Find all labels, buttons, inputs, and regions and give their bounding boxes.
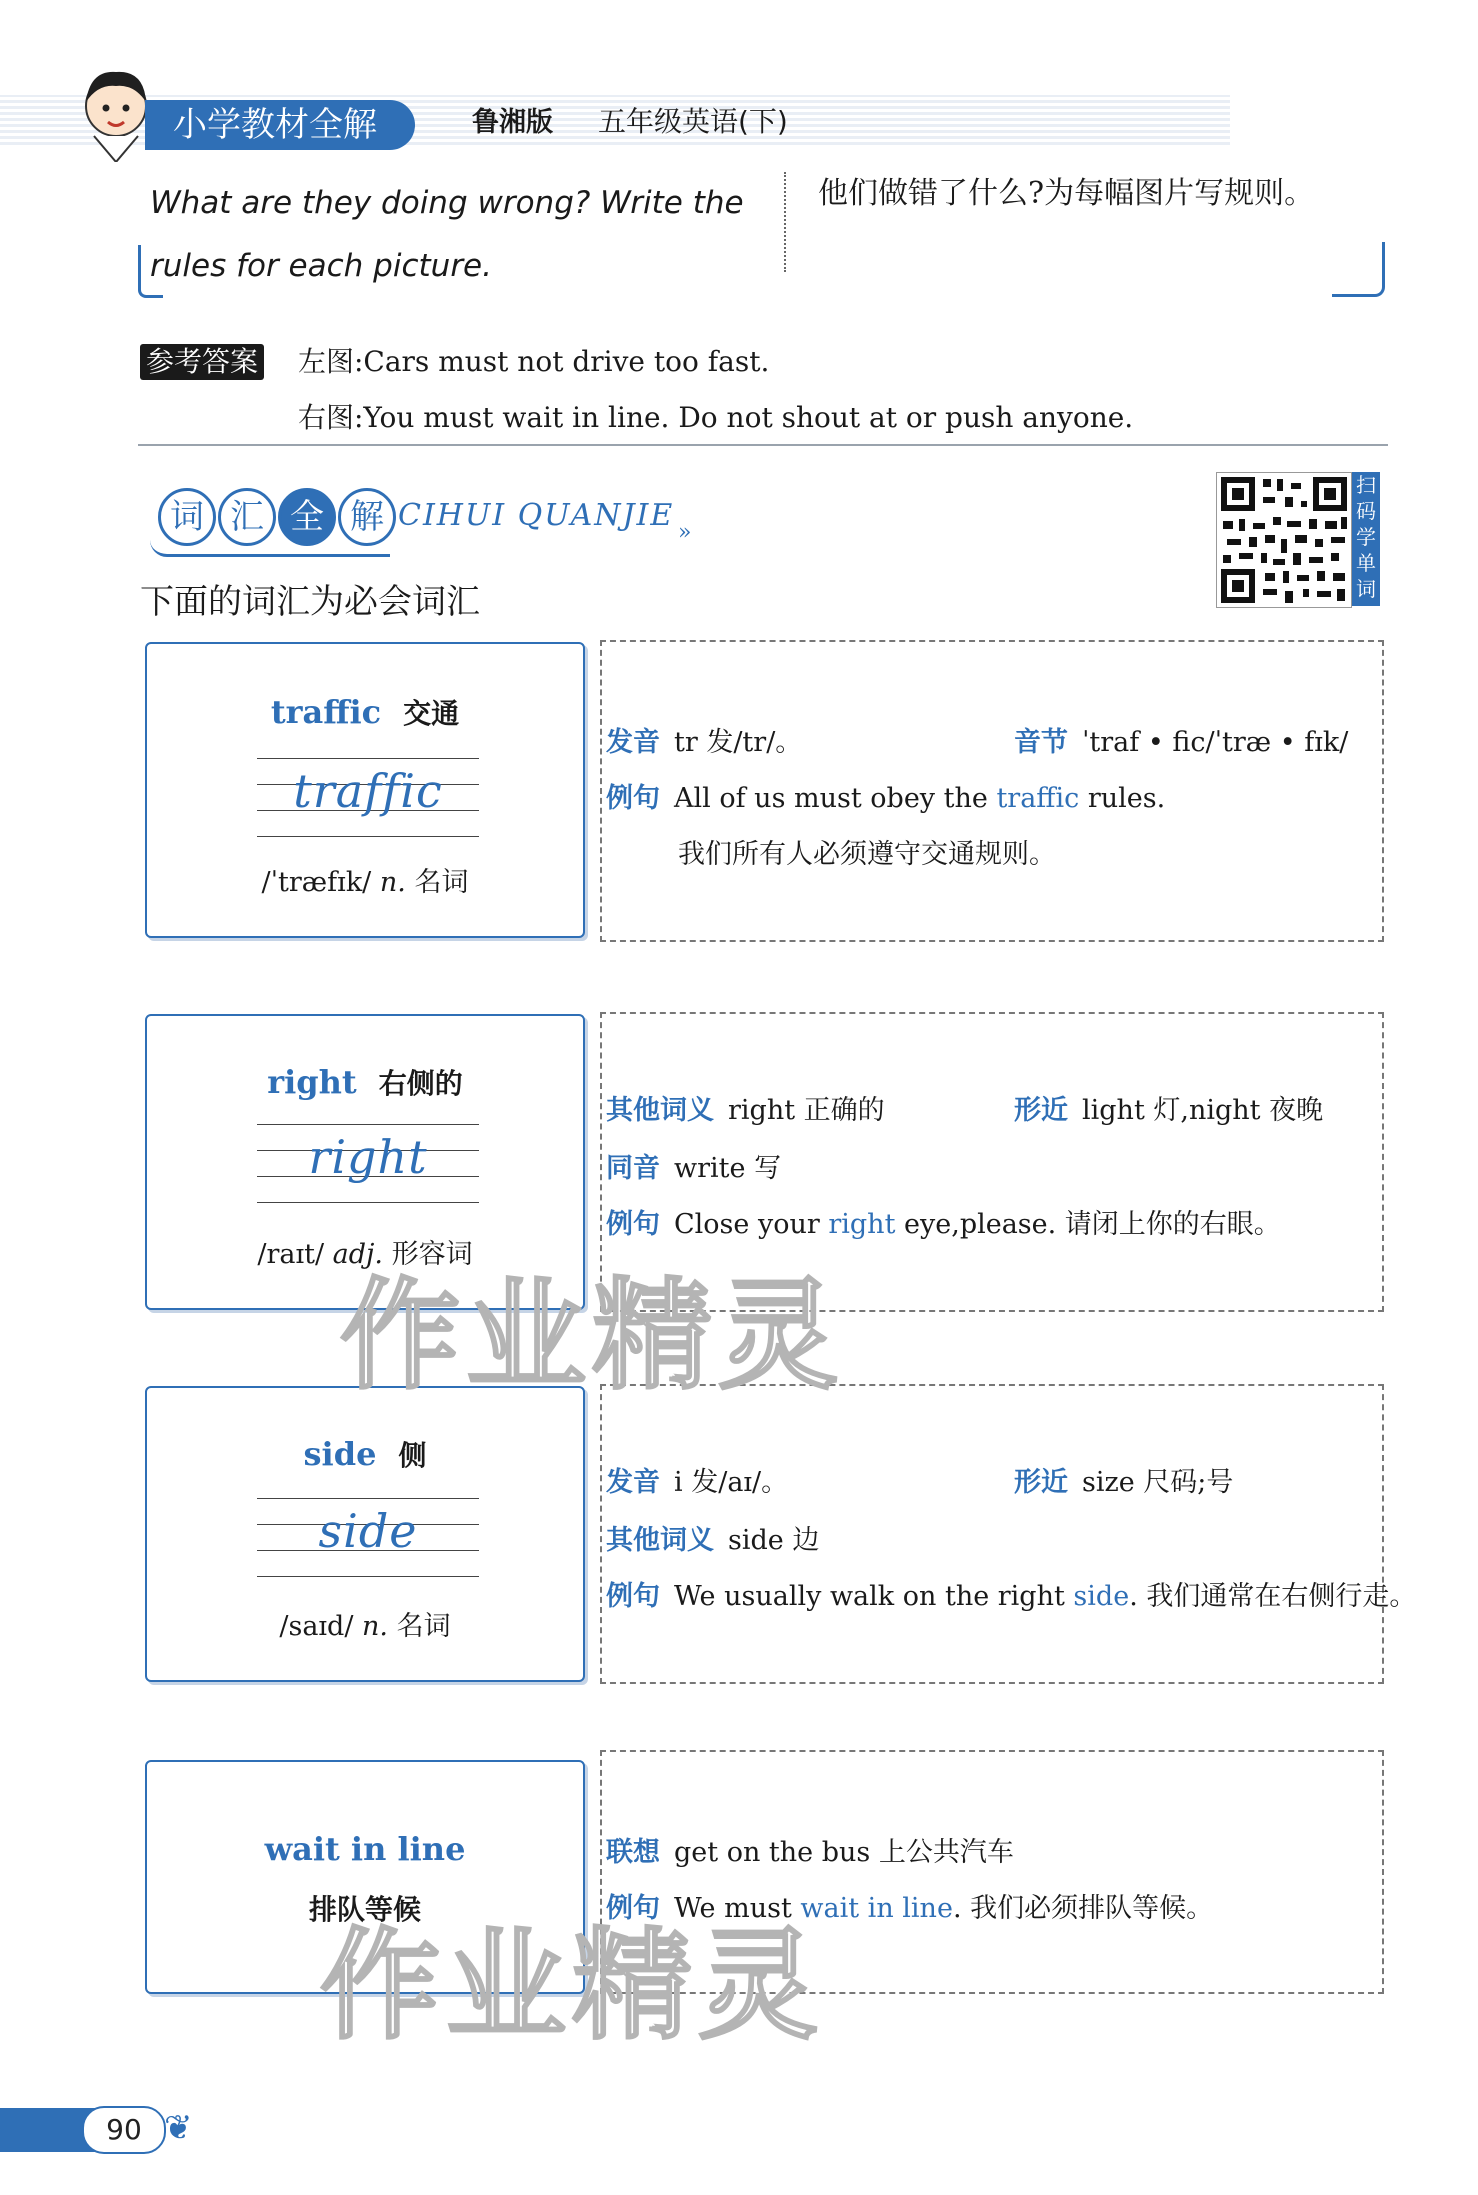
word-card-side — [145, 1386, 585, 1682]
detail-text: ˈtraf • fic/ˈtræ • fɪk/ — [1082, 727, 1349, 758]
detail-line — [606, 1518, 819, 1557]
detail-line — [1014, 720, 1348, 759]
section-swoosh — [150, 540, 390, 557]
handwriting-word: side — [318, 1504, 418, 1558]
word-card-traffic — [145, 642, 585, 938]
example-highlight: traffic — [996, 783, 1080, 814]
detail-box-side — [600, 1384, 1417, 1684]
example-text: . 我们通常在右侧行走。 — [1129, 1581, 1417, 1612]
leaf-icon: ❦ — [164, 2108, 193, 2148]
bracket-right — [1332, 242, 1385, 297]
section-char: 解 — [338, 488, 396, 546]
detail-label: 其他词义 — [606, 1095, 714, 1126]
detail-label: 音节 — [1014, 727, 1068, 758]
example-text: rules. — [1079, 783, 1166, 814]
handwriting-word: right — [308, 1130, 428, 1184]
phonetic-text: /ˈtræfɪk/ — [261, 867, 372, 898]
detail-line — [606, 1202, 1281, 1241]
example-highlight: side — [1073, 1581, 1130, 1612]
detail-line — [1014, 1460, 1233, 1499]
phonetic — [147, 1604, 583, 1643]
detail-label: 例句 — [606, 1893, 660, 1924]
example-text: We must — [674, 1893, 801, 1924]
detail-text: light 灯,night 夜晚 — [1082, 1095, 1324, 1126]
detail-line — [606, 1830, 1014, 1869]
phonetic — [147, 860, 583, 899]
answer-badge: 参考答案 — [140, 344, 264, 380]
section-char: 汇 — [218, 488, 276, 546]
part-of-speech-zh: 形容词 — [391, 1239, 473, 1270]
phonetic-text: /saɪd/ — [279, 1611, 354, 1642]
word-zh: 排队等候 — [308, 1893, 421, 1926]
qr-code[interactable] — [1216, 472, 1352, 608]
word-zh: 右侧的 — [378, 1067, 463, 1100]
detail-label: 例句 — [606, 1209, 660, 1240]
word-zh: 侧 — [398, 1439, 427, 1472]
bracket-left — [138, 245, 163, 298]
example-highlight: wait in line — [800, 1893, 953, 1924]
page-number: 90 — [82, 2106, 166, 2154]
word-en: side — [303, 1435, 377, 1473]
detail-line — [606, 720, 802, 759]
example-text: Close your — [674, 1209, 829, 1240]
answer-line-left: 左图:Cars must not drive too fast. — [298, 345, 770, 378]
detail-line — [606, 1146, 781, 1185]
detail-label: 形近 — [1014, 1467, 1068, 1498]
detail-text: right 正确的 — [728, 1095, 885, 1126]
word-en: wait in line — [264, 1830, 466, 1868]
handwriting-word: traffic — [293, 764, 443, 818]
part-of-speech: n. — [362, 1611, 389, 1642]
detail-box-traffic — [600, 640, 1384, 942]
copybook-lines — [257, 1124, 479, 1204]
detail-text: side 边 — [728, 1525, 820, 1556]
watermark: 作业精灵 — [340, 1267, 844, 1406]
detail-line — [606, 776, 1165, 815]
example-text: . 我们必须排队等候。 — [952, 1893, 1214, 1924]
detail-line — [1014, 1088, 1323, 1127]
subject-label: 五年级英语(下) — [598, 105, 788, 138]
detail-label: 例句 — [606, 783, 660, 814]
copybook-lines — [257, 1498, 479, 1578]
instruction-en: What are they doing wrong? Write the rules for each picture. — [150, 185, 744, 284]
detail-label: 其他词义 — [606, 1525, 714, 1556]
instruction-divider — [784, 172, 786, 272]
copybook-lines — [257, 758, 479, 838]
section-pinyin: CIHUI QUANJIE — [398, 498, 675, 533]
example-text: eye,please. 请闭上你的右眼。 — [895, 1209, 1281, 1240]
part-of-speech-zh: 名词 — [396, 1611, 451, 1642]
detail-text: get on the bus 上公共汽车 — [674, 1837, 1014, 1868]
edition-label: 鲁湘版 — [472, 107, 553, 138]
phonetic-text: /raɪt/ — [257, 1239, 325, 1270]
detail-label: 发音 — [606, 1467, 660, 1498]
detail-text: size 尺码;号 — [1082, 1467, 1234, 1498]
instruction-zh: 他们做错了什么?为每幅图片写规则。 — [818, 176, 1315, 211]
double-chevron-icon: » — [678, 520, 692, 545]
detail-label: 同音 — [606, 1153, 660, 1184]
detail-line — [678, 832, 1056, 871]
qr-tab-label: 扫码学单词 — [1352, 472, 1380, 606]
word-zh: 交通 — [403, 697, 460, 730]
detail-text: write 写 — [674, 1153, 782, 1184]
detail-label: 例句 — [606, 1581, 660, 1612]
example-text: We usually walk on the right — [674, 1581, 1074, 1612]
detail-line — [606, 1088, 885, 1127]
detail-line — [606, 1574, 1416, 1613]
example-translation: 我们所有人必须遵守交通规则。 — [678, 839, 1056, 870]
word-en: traffic — [270, 693, 382, 731]
qr-code-icon — [1217, 473, 1351, 607]
detail-text: tr 发/tr/。 — [674, 727, 803, 758]
section-char: 全 — [278, 488, 336, 546]
detail-label: 形近 — [1014, 1095, 1068, 1126]
part-of-speech-zh: 名词 — [414, 867, 469, 898]
part-of-speech: adj. — [332, 1239, 384, 1270]
book-title: 小学教材全解 — [145, 100, 415, 150]
section-char: 词 — [158, 488, 216, 546]
section-subtitle: 下面的词汇为必会词汇 — [140, 582, 480, 622]
divider-rule — [138, 444, 1388, 446]
example-highlight: right — [828, 1209, 896, 1240]
word-en: right — [267, 1063, 357, 1101]
detail-line — [606, 1460, 788, 1499]
answer-line-right: 右图:You must wait in line. Do not shout at or push anyone. — [298, 401, 1134, 434]
detail-label: 联想 — [606, 1837, 660, 1868]
example-text: All of us must obey the — [674, 783, 997, 814]
part-of-speech: n. — [379, 867, 406, 898]
watermark: 作业精灵 — [320, 1917, 824, 2056]
detail-label: 发音 — [606, 727, 660, 758]
detail-text: i 发/aɪ/。 — [674, 1467, 789, 1498]
